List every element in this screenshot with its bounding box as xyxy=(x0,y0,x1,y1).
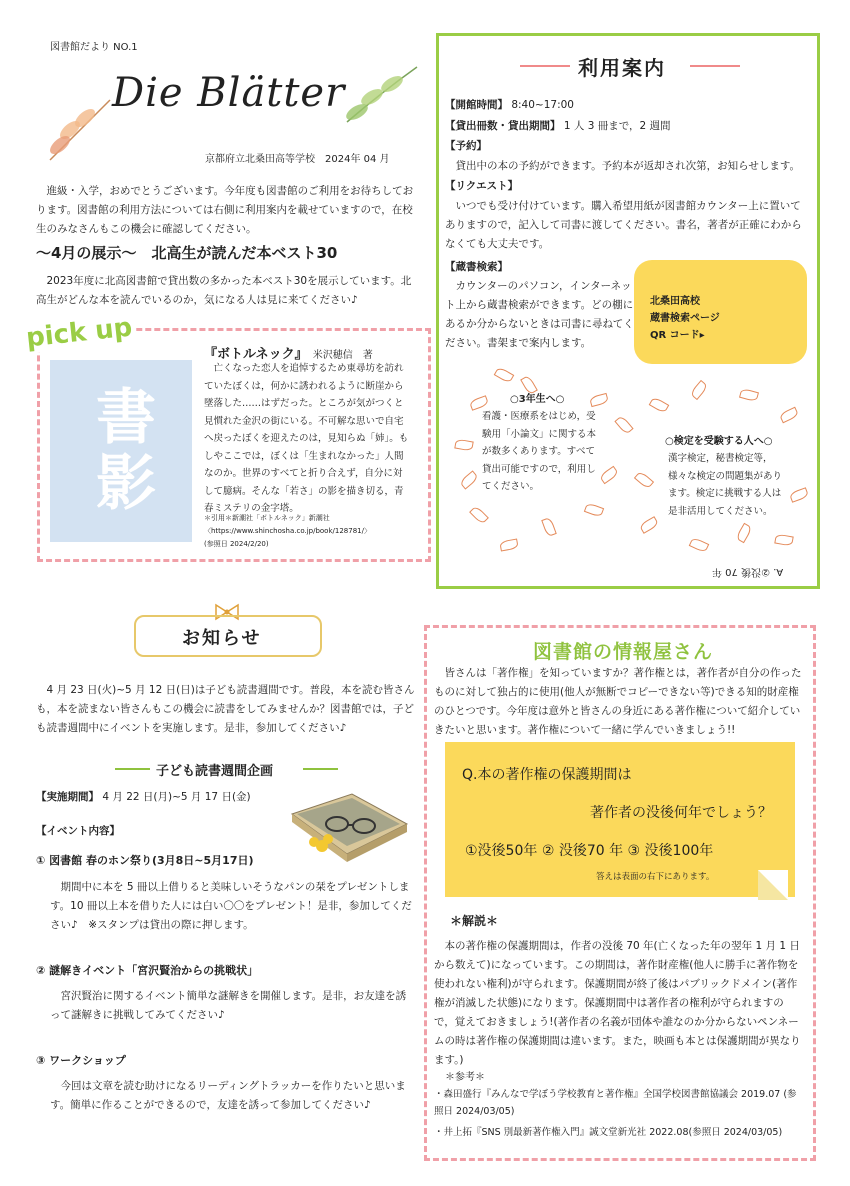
ref-2: ・井上拓『SNS 別最新著作権入門』誠文堂新光社 2022.08(参照日 2024/03/05) xyxy=(434,1127,783,1138)
citation-1: ＊引用＊新潮社「ボトルネック」新潮社 xyxy=(204,514,330,522)
pickup-label: pick up xyxy=(21,312,138,354)
school-date: 京都府立北桑田高等学校 2024年 04 月 xyxy=(205,154,390,165)
event1-text: 期間中に本を 5 冊以上借りると美味しいそうなパンの栞をプレゼントします。10 冊以上本を借りた人には白い〇〇をプレゼント！是非，参加してください♪ ※スタンプは貸出の際に押します。 xyxy=(50,881,412,931)
request-label: 【リクエスト】 xyxy=(445,180,519,192)
explain-title: ＊解説＊ xyxy=(450,914,499,928)
info-heading: 図書館の情報屋さん xyxy=(533,641,714,663)
period-label: 【実施期間】 xyxy=(36,791,99,803)
third-grade-text: 看護・医療系をはじめ，受験用「小論文」に関する本が数多くあります。すべて貸出可能ですので，利用してください。 xyxy=(482,411,597,492)
event3-text: 今回は文章を読む助けになるリーディングトラッカーを作りたいと思います。簡単に作ることができるので，友達を誘って参加してください♪ xyxy=(50,1080,406,1111)
event-line-left xyxy=(115,768,150,770)
event-heading: 子ども読書週間企画 xyxy=(156,764,274,779)
usage-hours xyxy=(445,96,574,115)
book-summary: 亡くなった恋人を追悼するため東尋坊を訪れていたぼくは，何かに誘われるように断崖から墜落した……はずだった。ところが気がつくと見慣れた金沢の街にいる。不可解な思いで自宅へ戻ったぼくを迎えたのは，見知らぬ「姉」。もしやここでは，ぼくは「生まれなかった」人間なのか。世界のすべてと折り合えず，自分に対して臆病。そんな「若さ」の影を描き切る，青春ミステリの金字塔。 xyxy=(204,363,409,514)
event2-title: ② 謎解きイベント「宮沢賢治からの挑戦状」 xyxy=(36,964,259,977)
quiz-answer-note: 答えは表面の右下にあります。 xyxy=(596,872,715,882)
period-value: 4 月 22 日(月)~5 月 17 日(金) xyxy=(102,791,251,803)
explain-text: 本の著作権の保護期間は，作者の没後 70 年(亡くなった年の翌年 1 月 1 日から数えて)になっています。この期間は，著作財産権(他人に勝手に著作物を使われない権利)が守られます。保護期間が終了後はパブリックドメイン(著作権が消滅した状態)になります。保護期間中は著作者の権利が守られますので，覚えておきましょう!(著作者の名義が団体や誰なのか分からないペンネームの時は著作権の保護期間は違います。また，映画も本とは保護期間が異なります。) xyxy=(434,940,801,1066)
search-text: カウンターのパソコン，インターネット上から蔵書検索ができます。どの棚にあるか分からないときは司書に尋ねてください。書架まで案内します。 xyxy=(445,280,634,349)
event1-title: ① 図書館 春のホン祭り(3月8日~5月17日) xyxy=(36,854,254,867)
loan-label: 【貸出冊数・貸出期間】 xyxy=(445,120,561,132)
exam-text: 漢字検定，秘書検定等，様々な検定の問題集があります。検定に挑戦する人は是非活用してください。 xyxy=(668,453,783,517)
event-line-right xyxy=(303,768,338,770)
cover-text: 書影 xyxy=(86,385,156,517)
newsletter-title: Die Blätter xyxy=(112,70,346,116)
loan-value: 1 人 3 冊まで，2 週間 xyxy=(563,120,671,132)
hours-label: 【開館時間】 xyxy=(445,99,508,111)
citation-3: (参照日 2024/2/20) xyxy=(204,540,269,548)
quiz-question-2: 著作者の没後何年でしょう？ xyxy=(590,805,772,821)
citation-2: 〈https://www.shinchosha.co.jp/book/128781/〉 xyxy=(204,527,371,535)
event3-title: ③ ワークショップ xyxy=(36,1054,126,1067)
series-label: 図書館だより NO.1 xyxy=(50,42,138,53)
event-period xyxy=(36,788,251,807)
news-heading: お知らせ xyxy=(182,628,262,649)
quiz-question-1: Q.本の著作権の保護期間は xyxy=(462,767,632,783)
reserve-label: 【予約】 xyxy=(445,140,487,152)
third-grade-title: ○3年生へ○ xyxy=(510,394,565,405)
qr-line-1: 北桑田高校 xyxy=(650,296,700,307)
quiz-box-corner xyxy=(758,870,788,900)
info-intro: 皆さんは「著作権」を知っていますか？著作権とは，著作者が自分の作ったものに対して独占的に使用(他人が無断でコピーできない等)できる知的財産権のひとつです。今年度は意外と皆さんの身近にある著作権について紹介していきたいと思います。著作権について一緒に学んでいきましょう!! xyxy=(434,667,802,736)
search-label: 【蔵書検索】 xyxy=(445,261,508,273)
exhibit-heading: ～4月の展示～ 北高生が読んだ本ベスト30 xyxy=(36,244,338,262)
hours-value: 8:40~17:00 xyxy=(511,99,574,111)
qr-line-2: 蔵書検索ページ xyxy=(650,313,720,324)
ref-1: ・森田盛行『みんなで学ぼう学校教育と著作権』全国学校図書館協議会 2019.07 (参照日 2024/03/05) xyxy=(434,1089,797,1117)
quiz-options: ①没後50年 ② 没後70 年 ③ 没後100年 xyxy=(465,843,714,859)
reserve-text: 貸出中の本の予約ができます。予約本が返却され次第，お知らせします。 xyxy=(445,160,801,172)
usage-loan xyxy=(445,117,671,136)
event2-text: 宮沢賢治に関するイベント簡単な謎解きを開催します。是非，お友達を誘って謎解きに挑戦してみてください♪ xyxy=(50,990,407,1021)
qr-line-3: QR コード▸ xyxy=(650,330,705,341)
usage-line-left xyxy=(520,65,570,67)
content-label: 【イベント内容】 xyxy=(36,825,120,837)
book-author: 米沢穂信 著 xyxy=(312,350,373,361)
news-text: 4 月 23 日(火)~5 月 12 日(日)は子ども読書週間です。普段，本を読む皆さんも，本を読まない皆さんもこの機会に読書をしてみませんか？図書館では，子ども読書週間中にイベントを実施します。是非，参加してください♪ xyxy=(36,684,415,734)
answer-upside-down: A. ②没後 70 年 xyxy=(712,566,784,577)
book-cover-placeholder xyxy=(50,360,192,542)
book-title: 『ボトルネック』 xyxy=(204,347,308,362)
request-text: いつでも受け付けています。購入希望用紙が図書館カウンター上に置いてありますので，記入して司書に渡してください。書名，著者が正確にわからなくても大丈夫です。 xyxy=(445,200,802,250)
usage-heading: 利用案内 xyxy=(578,56,666,80)
leaves-left-icon xyxy=(40,90,120,170)
ref-title: ＊参考＊ xyxy=(445,1072,485,1083)
leaves-right-icon xyxy=(342,62,422,132)
exhibit-text: 2023年度に北高図書館で貸出数の多かった本ベスト30を展示しています。北高生がどんな本を読んでいるのか，気になる人は見に来てください♪ xyxy=(36,275,412,306)
exam-title: ○検定を受験する人へ○ xyxy=(665,436,773,447)
usage-line-right xyxy=(690,65,740,67)
book-glasses-icon xyxy=(282,784,412,864)
intro-text: 進級・入学，おめでとうございます。今年度も図書館のご利用をお待ちしております。図書館の利用方法については右側に利用案内を載せていますので，在校生のみなさんもこの機会に確認してください。 xyxy=(36,185,414,235)
